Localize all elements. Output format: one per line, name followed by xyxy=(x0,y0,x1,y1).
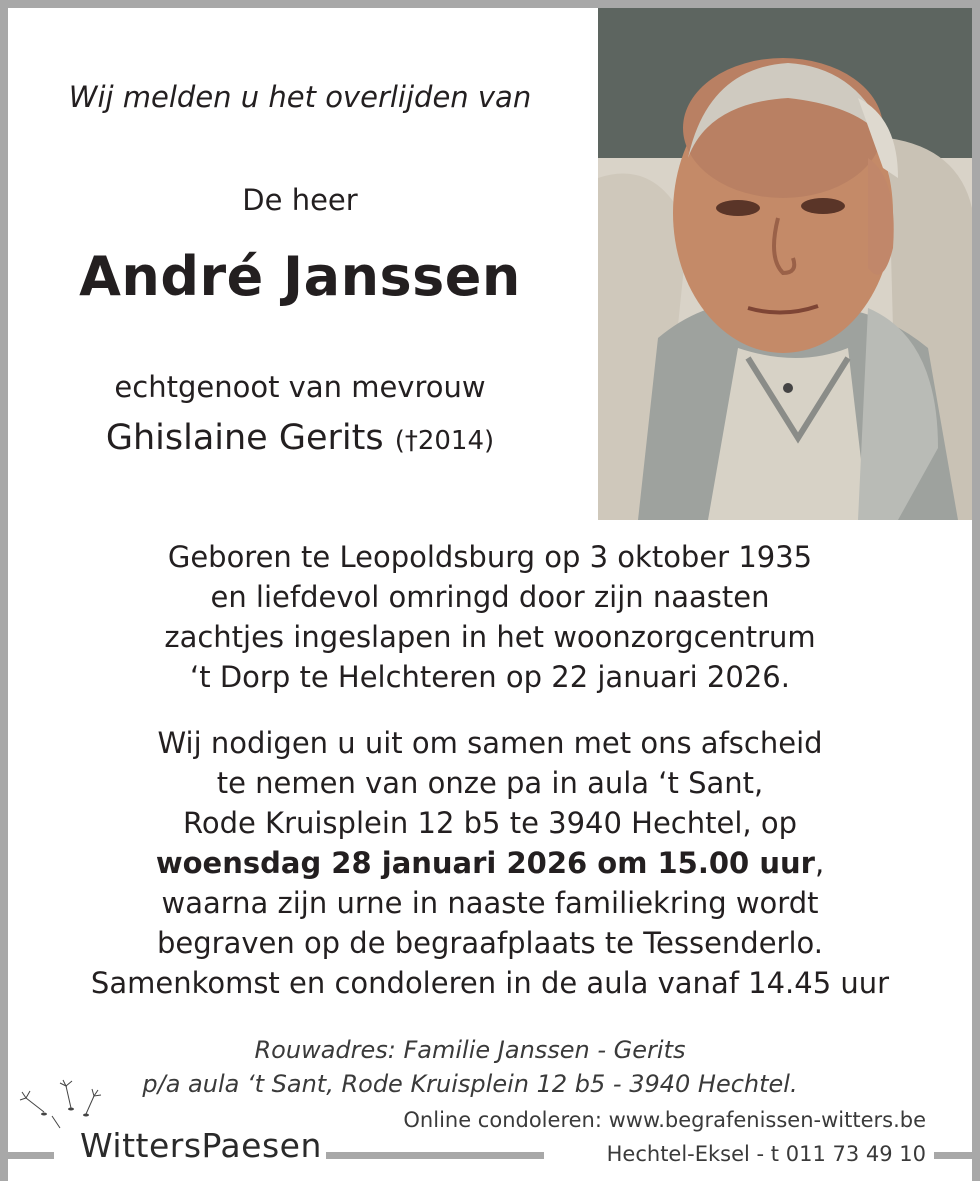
mourning-address-line: Rouwadres: Familie Janssen - Gerits xyxy=(254,1036,686,1064)
online-condolence: Online condoleren: www.begrafenissen-witters.be xyxy=(403,1108,926,1132)
invite-line: Wij nodigen u uit om samen met ons afscheid xyxy=(157,726,823,760)
mourning-address xyxy=(30,1033,910,1101)
footer-rule-mid xyxy=(326,1152,544,1159)
invite-line xyxy=(20,843,960,883)
spouse-relation: echtgenoot van mevrouw xyxy=(114,370,486,404)
ceremony-datetime: woensdag 28 januari 2026 om 15.00 uur xyxy=(155,846,815,880)
footer-rule-left xyxy=(0,1152,54,1159)
portrait-photo xyxy=(598,8,972,520)
invite-line: begraven op de begraafplaats te Tessenderlo. xyxy=(156,926,823,960)
ceremony-comma: , xyxy=(814,846,825,880)
mourning-address-line: p/a aula ‘t Sant, Rode Kruisplein 12 b5 - 3940 Hechtel. xyxy=(142,1070,798,1098)
invite-line: Rode Kruisplein 12 b5 te 3940 Hechtel, op xyxy=(183,806,797,840)
born-line: zachtjes ingeslapen in het woonzorgcentrum xyxy=(164,620,816,654)
invite-line: waarna zijn urne in naaste familiekring wordt xyxy=(161,886,819,920)
footer-rule-right xyxy=(934,1152,980,1159)
frame-left xyxy=(0,0,8,1181)
intro-text: Wij melden u het overlijden van xyxy=(68,80,532,114)
company-logo: WittersPaesen xyxy=(80,1126,322,1165)
frame-right xyxy=(972,0,980,1181)
spouse-death: (†2014) xyxy=(394,426,495,456)
born-line: en liefdevol omringd door zijn naasten xyxy=(210,580,770,614)
born-line: Geboren te Leopoldsburg op 3 oktober 1935 xyxy=(167,540,813,574)
born-line: ‘t Dorp te Helchteren op 22 januari 2026. xyxy=(190,660,790,694)
invite-line: Samenkomst en condoleren in de aula vanaf 14.45 uur xyxy=(90,966,890,1000)
invitation-paragraph xyxy=(20,723,960,1003)
contact-phone: Hechtel-Eksel - t 011 73 49 10 xyxy=(606,1142,926,1166)
spouse-line xyxy=(20,418,580,458)
spouse-name: Ghislaine Gerits xyxy=(105,418,384,458)
honorific: De heer xyxy=(242,183,358,217)
frame-top xyxy=(0,0,980,8)
birth-death-paragraph xyxy=(20,537,960,697)
invite-line: te nemen van onze pa in aula ‘t Sant, xyxy=(216,766,764,800)
deceased-name: André Janssen xyxy=(79,245,521,308)
